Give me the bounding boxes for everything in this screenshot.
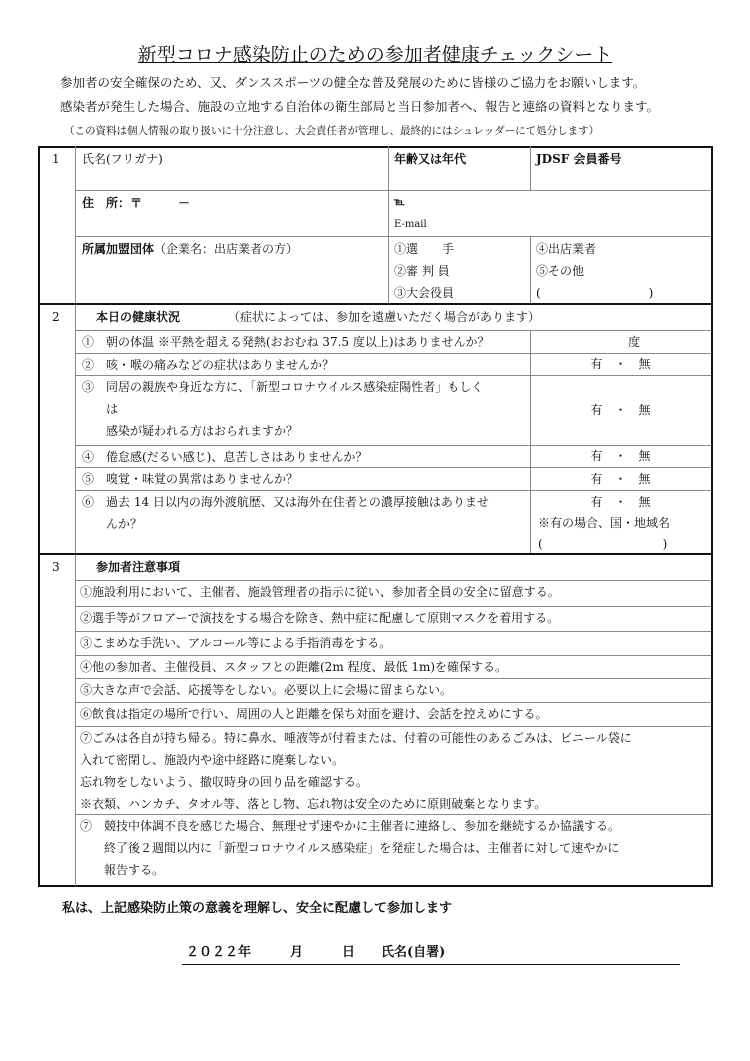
page-title: 新型コロナ感染防止のための参加者健康チェックシート [137,44,613,66]
role-option[interactable]: ①選 手 [394,242,455,256]
notice-text: ⑥飲食は指定の場所で行い、周囲の人と距離を保ち対面を避け、会話を控えめにする。 [80,707,548,721]
notice-text: ④他の参加者、主催役員、スタッフとの距離(2m 程度、最低 1m)を確保する。 [80,660,508,674]
role-option[interactable]: ②審 判 員 [394,264,450,278]
country-region-field[interactable]: ※有の場合、国・地域名 [538,516,671,530]
horizontal-rule [75,236,711,237]
signature-field[interactable]: ２０２２年 月 日 氏名(自署) [186,945,446,960]
health-question: ③ 同居の親族や身近な方に、「新型コロナウイルス感染症陽性者」もしく [82,380,484,394]
vertical-rule [530,330,531,553]
age-field[interactable]: 年齢又は年代 [394,152,467,166]
horizontal-rule [75,726,711,727]
health-question: ⑤ 嗅覚・味覚の異常はありませんか？ [82,472,299,486]
horizontal-rule [75,445,711,446]
health-question: んか？ [82,517,143,531]
vertical-rule [38,146,40,886]
yes-no-answer[interactable]: 有 ・ 無 [590,403,651,417]
notice-text: ②選手等がフロアーで演技をする場合を除き、熱中症に配慮して原則マスクを着用する。 [80,611,560,625]
org-field[interactable] [82,242,298,256]
health-question: は [82,402,119,416]
vertical-rule [530,146,531,190]
role-option[interactable]: ④出店業者 [536,242,597,256]
notice-text: 忘れ物をしないよう、撤収時身の回り品を確認する。 [80,775,369,789]
horizontal-rule [75,580,711,581]
member-number-field[interactable]: JDSF 会員番号 [536,152,622,166]
section-number: 2 [52,310,60,324]
role-option[interactable]: ③大会役員 [394,286,455,300]
signature-line [182,964,680,965]
horizontal-rule [38,885,711,887]
yes-no-answer[interactable]: 度 [627,334,640,349]
notice-text: ⑦ごみは各自が持ち帰る。特に鼻水、唾液等が付着または、付着の可能性のあるごみは、ビニール袋に [80,731,632,745]
yes-no-answer[interactable]: 有 ・ 無 [590,471,651,486]
org-note: （企業名：出店業者の方） [154,242,299,256]
notice-text: ⑦ 競技中体調不良を感じた場合、無理せず速やかに主催者に連絡し、参加を継続するか協議する。 [80,819,621,833]
horizontal-rule [75,814,711,815]
role-option[interactable]: ⑤その他 [536,264,585,278]
org-label: 所属加盟団体 [82,242,155,256]
pledge-text: 私は、上記感染防止策の意義を理解し、安全に配慮して参加します [62,901,453,916]
health-question: 感染が疑われる方はおられますか？ [82,424,299,438]
tel-field[interactable]: ℡ [394,197,405,208]
health-question: ④ 倦怠感(だるい感じ)、息苦しさはありませんか？ [82,450,368,464]
notice-text: 終了後２週間以内に「新型コロナウイルス感染症」を発症した場合は、主催者に対して速やかに [80,841,620,855]
horizontal-rule [75,606,711,607]
vertical-rule [711,146,713,887]
health-question: ⑥ 過去 14 日以内の海外渡航歴、又は海外在住者との濃厚接触はありませ [82,495,489,509]
horizontal-rule [75,655,711,656]
horizontal-rule [75,631,711,632]
section-note: （症状によっては、参加を遠慮いただく場合があります） [228,310,541,324]
country-region-field[interactable]: ( ) [538,537,668,551]
role-other-field[interactable]: ( ) [536,286,654,300]
health-question: ① 朝の体温 ※平熱を超える発熱(おおむね 37.5 度以上)はありませんか？ [82,335,490,349]
section-number: 3 [52,560,60,574]
yes-no-answer[interactable]: 有 ・ 無 [590,495,651,509]
notice-text: 入れて密閉し、施設内や途中経路に廃棄しない。 [80,753,345,767]
horizontal-rule [38,553,711,555]
yes-no-answer[interactable]: 有 ・ 無 [590,449,651,463]
section-number: 1 [52,152,60,166]
horizontal-rule [38,146,711,148]
horizontal-rule [75,490,711,491]
name-field[interactable]: 氏名(フリガナ) [82,152,163,166]
horizontal-rule [75,678,711,679]
horizontal-rule [38,303,711,305]
horizontal-rule [75,375,711,376]
horizontal-rule [75,190,711,191]
vertical-rule [75,146,76,886]
notice-text: 報告する。 [80,863,165,877]
address-field[interactable]: 住 所：〒 － [82,196,191,210]
intro-note: （この資料は個人情報の取り扱いに十分注意し、大会責任者が管理し、最終的にはシュレッダーにて処分します） [64,125,600,137]
section-title: 本日の健康状況 [96,310,181,324]
yes-no-answer[interactable]: 有 ・ 無 [590,357,651,371]
horizontal-rule [75,330,711,331]
notice-text: ⑤大きな声で会話、応援等をしない。必要以上に会場に留まらない。 [80,683,453,697]
intro-line: 参加者の安全確保のため、又、ダンススポーツの健全な普及発展のために皆様のご協力をお願いします。 [60,75,646,90]
vertical-rule [530,236,531,303]
horizontal-rule [75,467,711,468]
horizontal-rule [75,353,711,354]
health-question: ② 咳・喉の痛みなどの症状はありませんか？ [82,358,335,372]
section-title: 参加者注意事項 [96,560,181,574]
vertical-rule [388,146,389,303]
notice-text: ③こまめな手洗い、アルコール等による手指消毒をする。 [80,636,392,650]
email-field[interactable]: E-mail [394,219,427,230]
intro-line: 感染者が発生した場合、施設の立地する自治体の衛生部局と当日参加者へ、報告と連絡の資料となります。 [60,99,660,114]
notice-text: ①施設利用において、主催者、施設管理者の指示に従い、参加者全員の安全に留意する。 [80,585,560,599]
horizontal-rule [75,702,711,703]
notice-text: ※衣類、ハンカチ、タオル等、落とし物、忘れ物は安全のために原則破棄となります。 [80,797,547,811]
